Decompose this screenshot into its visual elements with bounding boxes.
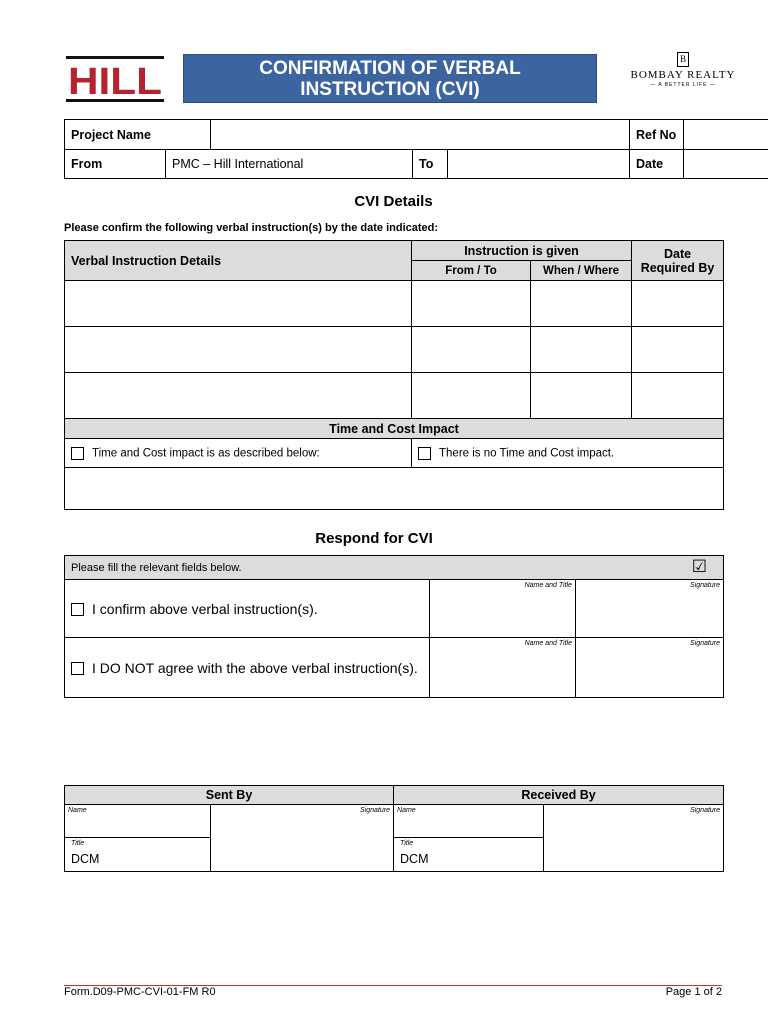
checkbox-icon[interactable] — [71, 447, 84, 460]
when-where-cell[interactable] — [531, 373, 632, 419]
cvi-details-title: CVI Details — [354, 193, 433, 210]
date-required-cell[interactable] — [632, 327, 724, 373]
sent-signature-field[interactable] — [211, 805, 394, 872]
project-info-table — [64, 119, 768, 179]
footer-form-code: Form.D09-PMC-CVI-01-FM R0 — [64, 986, 216, 998]
respond-instruction — [65, 556, 724, 580]
date-label: Date — [630, 150, 684, 179]
option-confirm-label: I confirm above verbal instruction(s). — [92, 600, 318, 617]
col-when-where: When / Where — [531, 261, 632, 281]
cvi-details-instruction: Please confirm the following verbal instruction(s) by the date indicated: — [64, 222, 439, 234]
hill-logo-text: HILL — [68, 61, 162, 102]
sent-signature-label: Signature — [360, 807, 391, 814]
from-field[interactable]: PMC – Hill International — [166, 150, 413, 179]
received-title-value: DCM — [400, 852, 429, 866]
received-name-field[interactable] — [394, 805, 544, 838]
ref-no-field[interactable] — [684, 120, 768, 150]
name-and-title-field[interactable] — [430, 580, 576, 638]
col-from-to: From / To — [412, 261, 531, 281]
bombay-realty-logo — [630, 52, 736, 92]
name-and-title-field[interactable] — [430, 638, 576, 698]
option-confirm[interactable] — [65, 580, 430, 638]
details-cell[interactable] — [65, 327, 412, 373]
footer-page-number: Page 1 of 2 — [665, 986, 722, 998]
date-field[interactable] — [684, 150, 768, 179]
from-to-cell[interactable] — [412, 373, 531, 419]
bombay-realty-tagline: — A BETTER LIFE — — [650, 82, 716, 88]
sent-title-value: DCM — [71, 852, 100, 866]
received-name-label: Name — [397, 807, 416, 814]
option-impact-described[interactable] — [65, 439, 412, 468]
respond-title: Respond for CVI — [315, 530, 433, 547]
sent-by-header: Sent By — [65, 786, 394, 805]
hill-logo — [66, 56, 164, 102]
from-to-cell[interactable] — [412, 327, 531, 373]
project-name-field[interactable] — [211, 120, 630, 150]
signoff-table — [64, 785, 724, 872]
respond-table — [64, 555, 724, 698]
from-to-cell[interactable] — [412, 281, 531, 327]
received-by-header: Received By — [394, 786, 724, 805]
time-cost-impact-header: Time and Cost Impact — [65, 419, 724, 439]
bombay-realty-mark-icon: B — [677, 52, 689, 67]
form-title-line2: INSTRUCTION (CVI) — [300, 78, 480, 100]
table-row — [65, 281, 724, 327]
checkbox-icon[interactable] — [71, 603, 84, 616]
date-required-cell[interactable] — [632, 373, 724, 419]
when-where-cell[interactable] — [531, 327, 632, 373]
received-signature-label: Signature — [690, 807, 721, 814]
date-required-cell[interactable] — [632, 281, 724, 327]
sent-name-label: Name — [68, 807, 87, 814]
option-disagree-label: I DO NOT agree with the above verbal instruction(s). — [92, 659, 418, 676]
table-row — [65, 373, 724, 419]
name-and-title-label: Name and Title — [524, 582, 572, 589]
received-title-label: Title — [400, 840, 414, 847]
to-field[interactable] — [448, 150, 630, 179]
sent-title-field[interactable] — [65, 838, 211, 872]
signature-field[interactable] — [576, 580, 724, 638]
checkbox-icon[interactable] — [71, 662, 84, 675]
option-no-impact[interactable] — [412, 439, 724, 468]
sent-title-label: Title — [71, 840, 85, 847]
to-label: To — [413, 150, 448, 179]
option-impact-described-label: Time and Cost impact is as described below: — [92, 447, 320, 460]
signature-field[interactable] — [576, 638, 724, 698]
checkbox-icon[interactable] — [418, 447, 431, 460]
signature-label: Signature — [690, 640, 720, 647]
form-title-line1: CONFIRMATION OF VERBAL — [259, 57, 521, 79]
signature-label: Signature — [690, 582, 720, 589]
impact-description-field[interactable] — [65, 468, 724, 510]
table-row — [65, 327, 724, 373]
col-instruction-given: Instruction is given — [412, 241, 632, 261]
name-and-title-label: Name and Title — [524, 640, 572, 647]
col-date-required-by: Date Required By — [632, 241, 724, 281]
details-cell[interactable] — [65, 281, 412, 327]
details-cell[interactable] — [65, 373, 412, 419]
form-title — [183, 54, 597, 103]
when-where-cell[interactable] — [531, 281, 632, 327]
project-name-label: Project Name — [65, 120, 211, 150]
from-label: From — [65, 150, 166, 179]
option-disagree[interactable] — [65, 638, 430, 698]
ref-no-label: Ref No — [630, 120, 684, 150]
cvi-details-table — [64, 240, 724, 510]
bombay-realty-name: BOMBAY REALTY — [630, 69, 736, 81]
received-signature-field[interactable] — [544, 805, 724, 872]
option-no-impact-label: There is no Time and Cost impact. — [439, 447, 615, 460]
col-verbal-instruction-details: Verbal Instruction Details — [65, 241, 412, 281]
received-title-field[interactable] — [394, 838, 544, 872]
respond-instruction-text: Please fill the relevant fields below. — [71, 561, 242, 574]
checkmark-icon: ☑ — [691, 557, 707, 576]
sent-name-field[interactable] — [65, 805, 211, 838]
